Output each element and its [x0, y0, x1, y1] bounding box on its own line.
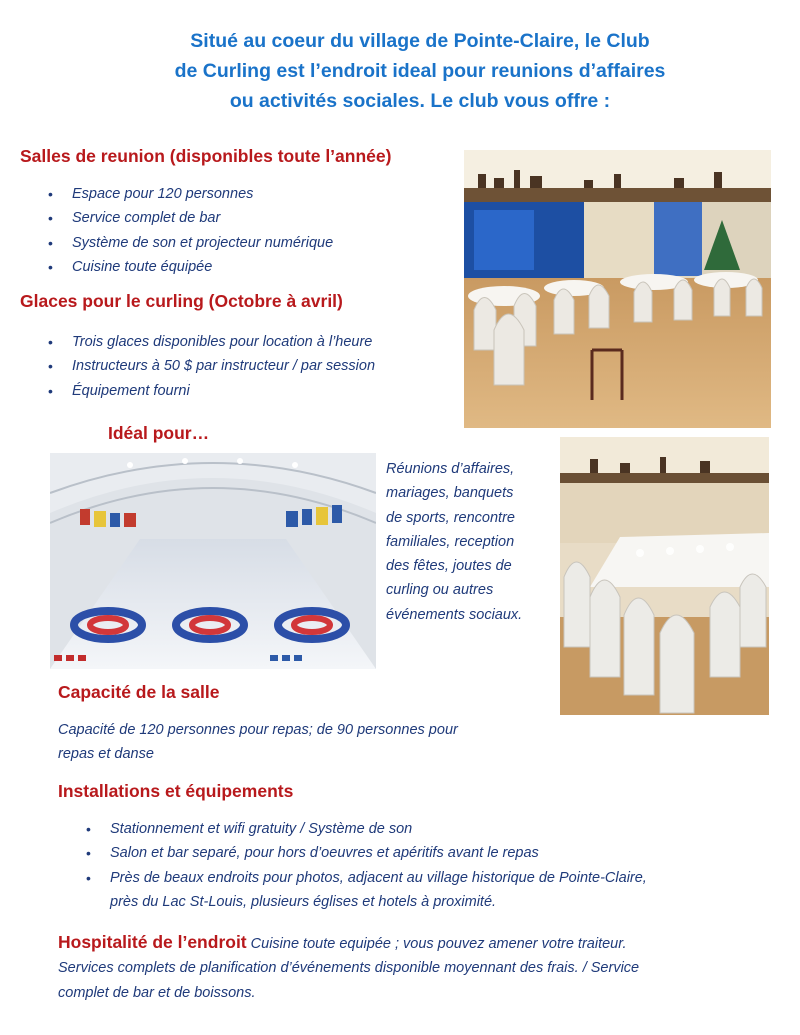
- list-item: • Équipement fourni: [48, 379, 375, 403]
- hospitalite-line: Cuisine toute equipée ; vous pouvez amener votre traiteur.: [250, 936, 627, 952]
- salles-heading: Salles de reunion (disponibles toute l’année): [20, 146, 392, 166]
- dining-setup-photo: [560, 437, 769, 715]
- list-item-line: près du Lac St-Louis, plusieurs églises et hotels à proximité.: [110, 893, 497, 910]
- list-item: • Cuisine toute équipée: [48, 255, 333, 279]
- intro-line-1: Situé au coeur du village de Pointe-Claire, le Club: [190, 30, 650, 52]
- ideal-line: événements sociaux.: [386, 606, 523, 623]
- hospitalite-heading: Hospitalité de l’endroit: [58, 932, 247, 952]
- hospitalite-block: [58, 930, 778, 1005]
- ideal-line: des fêtes, joutes de: [386, 558, 512, 575]
- list-item: • Instructeurs à 50 $ par instructeur / par session: [48, 354, 375, 378]
- list-item: • Système de son et projecteur numérique: [48, 231, 333, 255]
- ideal-line: familiales, reception: [386, 533, 515, 550]
- capacite-heading: Capacité de la salle: [58, 682, 220, 702]
- banquet-hall-photo: [464, 150, 771, 428]
- intro-heading: [120, 26, 720, 116]
- intro-line-3: ou activités sociales. Le club vous offre :: [229, 90, 611, 112]
- list-item-line: Près de beaux endroits pour photos, adjacent au village historique de Pointe-Claire,: [110, 869, 647, 886]
- glaces-heading: Glaces pour le curling (Octobre à avril): [20, 291, 343, 311]
- ideal-line: de sports, rencontre: [386, 509, 515, 526]
- list-item: • Service complet de bar: [48, 206, 333, 230]
- glaces-list: [48, 330, 375, 403]
- ideal-line: Réunions d’affaires,: [386, 461, 515, 477]
- hospitalite-line: complet de bar et de boissons.: [58, 984, 256, 1001]
- intro-line-2: de Curling est l’endroit ideal pour reunions d’affaires: [174, 60, 666, 82]
- list-item: • Trois glaces disponibles pour location à l’heure: [48, 330, 375, 354]
- ideal-heading: Idéal pour…: [108, 423, 210, 443]
- ideal-line: curling ou autres: [386, 582, 494, 599]
- ideal-line: mariages, banquets: [386, 485, 514, 502]
- curling-rink-photo: [50, 453, 376, 669]
- salles-list: [48, 182, 333, 279]
- installations-heading: Installations et équipements: [58, 781, 294, 801]
- list-item: • Espace pour 120 personnes: [48, 182, 333, 206]
- capacite-line: Capacité de 120 personnes pour repas; de 90 personnes pour: [58, 722, 458, 738]
- capacite-text: [58, 718, 538, 767]
- list-item: • Stationnement et wifi gratuity / Système de son: [86, 817, 647, 841]
- installations-list: [86, 817, 647, 914]
- list-item: • Salon et bar separé, pour hors d’oeuvres et apéritifs avant le repas: [86, 841, 647, 865]
- ideal-description: [386, 457, 522, 627]
- capacite-line: repas et danse: [58, 746, 154, 763]
- hospitalite-line: Services complets de planification d’événements disponible moyennant des frais. / Service: [58, 960, 640, 977]
- list-item: [86, 866, 647, 915]
